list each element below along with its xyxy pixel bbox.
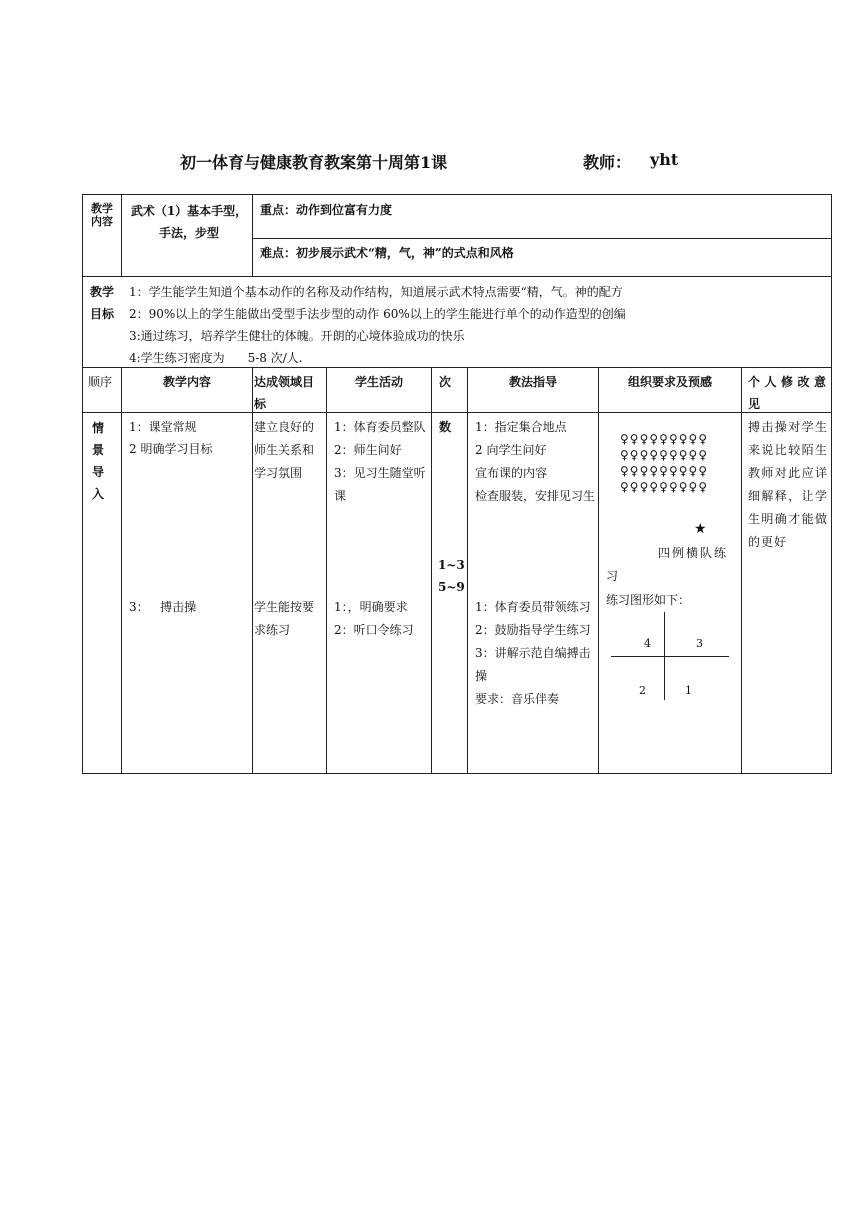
quadrant-label: 4	[644, 637, 651, 650]
count-range: 1~3	[438, 558, 465, 572]
content-item: 2 明确学习目标	[129, 442, 213, 456]
quadrant-horizontal-line	[611, 656, 729, 657]
quadrant-label: 1	[685, 684, 692, 697]
content-topic: 武术（1）基本手型，手法，步型	[130, 204, 248, 240]
method-item: 2：鼓励指导学生练习	[475, 623, 591, 637]
activity-item: 2：师生问好	[334, 443, 402, 457]
method-list-b	[475, 596, 595, 711]
goal-a: 建立良好的师生关系和学习氛围	[254, 420, 315, 480]
col-organization-header: 组织要求及预感	[627, 375, 712, 389]
activity-item: 1：，明确要求	[334, 600, 408, 614]
method-item: 2 向学生问好	[475, 443, 547, 457]
col-count-header: 次	[439, 375, 452, 389]
content-items-a	[129, 416, 249, 460]
formation-row: ♀♀♀♀♀♀♀♀♀	[620, 448, 709, 462]
objective-item: 1：学生能学生知道个基本动作的名称及动作结构，知道展示武术特点需要“精，气。神的配方	[129, 285, 623, 299]
method-item: 1：体育委员带领练习	[475, 600, 591, 614]
section-order-label: 情景导入	[91, 421, 104, 501]
method-item: 检查服装，安排见习生	[475, 489, 596, 503]
activity-item: 2：听口令练习	[334, 623, 414, 637]
method-item: 要求：音乐伴奏	[475, 692, 560, 706]
quadrant-label: 3	[696, 637, 703, 650]
content-item: 1：课堂常规	[129, 420, 197, 434]
col-order-header: 顺序	[88, 375, 113, 389]
col-goal-header: 达成领域目标	[254, 375, 315, 411]
org-formation-text: 四例横队练习	[606, 546, 729, 583]
objectives-list	[129, 281, 829, 369]
col-method-header: 教法指导	[508, 375, 557, 389]
formation-row: ♀♀♀♀♀♀♀♀♀	[620, 480, 709, 494]
formation-row: ♀♀♀♀♀♀♀♀♀	[620, 432, 709, 446]
goal-b: 学生能按要求练习	[254, 600, 315, 637]
page-title: 初一体育与健康教育教案第十周第1课	[180, 153, 448, 172]
key-point: 重点：动作到位富有力度	[260, 203, 393, 217]
teacher-name: yht	[650, 150, 679, 169]
content-item-boxing: 3： 搏击操	[129, 600, 197, 614]
lesson-title-bar	[0, 150, 860, 174]
teacher-label: 教师：	[583, 153, 632, 172]
count-range: 5~9	[438, 580, 465, 594]
count-b	[438, 554, 466, 598]
activity-item: 3：见习生随堂听课	[334, 466, 426, 503]
col-content-header: 教学内容	[162, 375, 211, 389]
method-item: 宣布课的内容	[475, 466, 548, 480]
formation-diagram	[620, 431, 740, 495]
activity-list-b	[334, 596, 429, 642]
count-a: 数	[439, 420, 452, 434]
objective-item: 3:通过练习，培养学生健壮的体魄。开朗的心境体验成功的快乐	[129, 329, 465, 343]
objectives-label: 教学目标	[90, 285, 115, 321]
personal-note: 搏击操对学生来说比较陌生教师对此应详细解释，让学生明确才能做的更好	[748, 420, 828, 549]
activity-list-a	[334, 416, 429, 508]
lesson-plan-table	[82, 194, 832, 774]
objective-item: 4:学生练习密度为 5-8 次/人.	[129, 351, 303, 365]
method-item: 3：讲解示范自编搏击操	[475, 646, 591, 683]
method-item: 1：指定集合地点	[475, 420, 567, 434]
quadrant-label: 2	[639, 684, 646, 697]
formation-row: ♀♀♀♀♀♀♀♀♀	[620, 464, 709, 478]
star-icon: ★	[694, 521, 707, 537]
org-diagram-caption: 练习图形如下：	[606, 593, 691, 607]
content-label: 教学内容	[91, 202, 113, 228]
col-activity-header: 学生活动	[354, 375, 403, 389]
activity-item: 1：体育委员整队	[334, 420, 426, 434]
difficulty-point: 难点：初步展示武术“精，气，神”的式点和风格	[260, 246, 514, 260]
method-list-a	[475, 416, 595, 508]
objective-item: 2：90%以上的学生能做出受型手法步型的动作 60%以上的学生能进行单个的动作造型的创编	[129, 307, 626, 321]
col-personal-header: 个人修改意见	[748, 375, 828, 411]
